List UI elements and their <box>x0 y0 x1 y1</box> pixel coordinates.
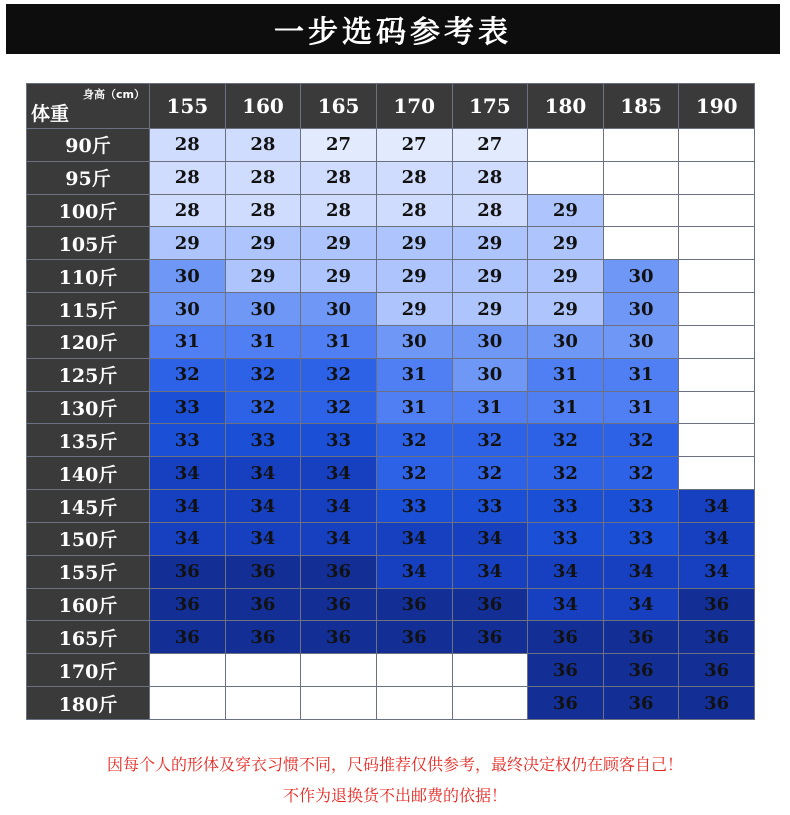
empty-cell <box>452 654 528 687</box>
size-cell: 29 <box>301 260 377 293</box>
size-cell: 28 <box>376 161 452 194</box>
size-cell: 27 <box>376 129 452 162</box>
size-cell: 36 <box>528 687 604 720</box>
size-cell: 30 <box>603 293 679 326</box>
table-row <box>27 325 755 358</box>
table-row <box>27 161 755 194</box>
weight-header: 120斤 <box>27 325 150 358</box>
size-cell: 28 <box>150 161 226 194</box>
size-cell: 28 <box>301 194 377 227</box>
table-row <box>27 391 755 424</box>
size-cell: 36 <box>150 555 226 588</box>
empty-cell <box>301 654 377 687</box>
empty-cell <box>603 227 679 260</box>
size-cell: 32 <box>225 391 301 424</box>
height-axis-label: 身高（cm） <box>83 88 145 101</box>
empty-cell <box>679 391 755 424</box>
disclaimer-line-2: 不作为退换货不出邮费的依据！ <box>282 786 507 805</box>
size-chart <box>26 83 755 720</box>
size-cell: 28 <box>225 161 301 194</box>
height-header: 165 <box>301 84 377 129</box>
size-cell: 30 <box>150 293 226 326</box>
weight-header: 165斤 <box>27 621 150 654</box>
size-cell: 34 <box>603 555 679 588</box>
empty-cell <box>679 161 755 194</box>
size-cell: 33 <box>150 391 226 424</box>
empty-cell <box>679 358 755 391</box>
size-cell: 32 <box>225 358 301 391</box>
size-cell: 29 <box>376 260 452 293</box>
empty-cell <box>376 654 452 687</box>
size-cell: 36 <box>452 621 528 654</box>
size-cell: 32 <box>376 424 452 457</box>
size-cell: 30 <box>528 325 604 358</box>
size-cell: 36 <box>301 555 377 588</box>
table-row <box>27 457 755 490</box>
size-cell: 29 <box>528 260 604 293</box>
size-cell: 36 <box>150 588 226 621</box>
disclaimer-line-1: 因每个人的形体及穿衣习惯不同，尺码推荐仅供参考，最终决定权仍在顾客自己！ <box>106 755 683 774</box>
table-row <box>27 555 755 588</box>
empty-cell <box>150 654 226 687</box>
size-cell: 32 <box>528 424 604 457</box>
weight-header: 90斤 <box>27 129 150 162</box>
size-cell: 36 <box>679 621 755 654</box>
empty-cell <box>679 424 755 457</box>
empty-cell <box>225 687 301 720</box>
size-cell: 30 <box>452 358 528 391</box>
size-cell: 34 <box>225 522 301 555</box>
size-cell: 30 <box>452 325 528 358</box>
size-cell: 32 <box>452 424 528 457</box>
weight-header: 125斤 <box>27 358 150 391</box>
empty-cell <box>150 687 226 720</box>
size-cell: 36 <box>679 687 755 720</box>
size-cell: 34 <box>452 522 528 555</box>
size-cell: 33 <box>452 490 528 523</box>
empty-cell <box>679 129 755 162</box>
size-cell: 36 <box>603 687 679 720</box>
empty-cell <box>679 293 755 326</box>
table-row <box>27 194 755 227</box>
table-body <box>27 129 755 720</box>
weight-header: 95斤 <box>27 161 150 194</box>
size-cell: 29 <box>528 227 604 260</box>
empty-cell <box>603 194 679 227</box>
size-cell: 32 <box>528 457 604 490</box>
size-cell: 33 <box>225 424 301 457</box>
height-header: 160 <box>225 84 301 129</box>
header-row <box>27 84 755 129</box>
size-cell: 32 <box>452 457 528 490</box>
size-cell: 32 <box>376 457 452 490</box>
table-row <box>27 227 755 260</box>
weight-header: 110斤 <box>27 260 150 293</box>
size-cell: 32 <box>603 424 679 457</box>
size-cell: 36 <box>225 621 301 654</box>
size-cell: 34 <box>679 490 755 523</box>
size-cell: 36 <box>603 654 679 687</box>
size-cell: 36 <box>528 654 604 687</box>
size-cell: 36 <box>603 621 679 654</box>
weight-header: 130斤 <box>27 391 150 424</box>
size-cell: 34 <box>225 457 301 490</box>
height-header: 180 <box>528 84 604 129</box>
size-cell: 34 <box>301 457 377 490</box>
size-cell: 30 <box>376 325 452 358</box>
size-cell: 33 <box>603 522 679 555</box>
size-cell: 33 <box>603 490 679 523</box>
size-cell: 34 <box>528 555 604 588</box>
size-cell: 36 <box>679 654 755 687</box>
height-header: 170 <box>376 84 452 129</box>
table-row <box>27 621 755 654</box>
size-cell: 31 <box>603 391 679 424</box>
empty-cell <box>603 129 679 162</box>
empty-cell <box>376 687 452 720</box>
empty-cell <box>679 194 755 227</box>
size-cell: 36 <box>679 588 755 621</box>
size-cell: 32 <box>150 358 226 391</box>
size-cell: 34 <box>150 490 226 523</box>
size-cell: 28 <box>301 161 377 194</box>
empty-cell <box>528 161 604 194</box>
size-cell: 31 <box>528 358 604 391</box>
size-cell: 36 <box>150 621 226 654</box>
empty-cell <box>679 227 755 260</box>
weight-header: 160斤 <box>27 588 150 621</box>
size-cell: 33 <box>376 490 452 523</box>
size-cell: 36 <box>528 621 604 654</box>
size-cell: 30 <box>603 260 679 293</box>
size-cell: 29 <box>376 293 452 326</box>
weight-header: 155斤 <box>27 555 150 588</box>
size-cell: 28 <box>225 129 301 162</box>
size-cell: 34 <box>301 490 377 523</box>
size-cell: 29 <box>452 293 528 326</box>
table-row <box>27 129 755 162</box>
weight-header: 180斤 <box>27 687 150 720</box>
size-cell: 28 <box>150 129 226 162</box>
size-cell: 29 <box>225 260 301 293</box>
empty-cell <box>679 325 755 358</box>
size-cell: 28 <box>376 194 452 227</box>
empty-cell <box>679 260 755 293</box>
table-row <box>27 490 755 523</box>
page-title: 一步选码参考表 <box>274 15 512 50</box>
size-cell: 32 <box>301 391 377 424</box>
size-cell: 34 <box>452 555 528 588</box>
height-header: 175 <box>452 84 528 129</box>
weight-header: 135斤 <box>27 424 150 457</box>
size-cell: 29 <box>528 293 604 326</box>
table-row <box>27 293 755 326</box>
empty-cell <box>225 654 301 687</box>
size-cell: 33 <box>301 424 377 457</box>
weight-header: 115斤 <box>27 293 150 326</box>
size-cell: 30 <box>603 325 679 358</box>
empty-cell <box>603 161 679 194</box>
size-cell: 32 <box>301 358 377 391</box>
size-cell: 36 <box>376 588 452 621</box>
size-cell: 34 <box>150 522 226 555</box>
size-cell: 28 <box>452 161 528 194</box>
size-cell: 34 <box>225 490 301 523</box>
size-cell: 31 <box>452 391 528 424</box>
size-cell: 31 <box>301 325 377 358</box>
table-row <box>27 358 755 391</box>
size-cell: 33 <box>528 522 604 555</box>
size-cell: 31 <box>150 325 226 358</box>
weight-header: 140斤 <box>27 457 150 490</box>
height-header: 185 <box>603 84 679 129</box>
size-cell: 29 <box>452 260 528 293</box>
corner-header <box>27 84 150 129</box>
title-banner <box>6 4 780 54</box>
table-row <box>27 654 755 687</box>
size-cell: 31 <box>225 325 301 358</box>
size-cell: 34 <box>603 588 679 621</box>
weight-header: 170斤 <box>27 654 150 687</box>
size-cell: 29 <box>301 227 377 260</box>
empty-cell <box>301 687 377 720</box>
table-row <box>27 260 755 293</box>
height-header: 155 <box>150 84 226 129</box>
empty-cell <box>528 129 604 162</box>
size-cell: 29 <box>376 227 452 260</box>
size-cell: 29 <box>150 227 226 260</box>
size-cell: 31 <box>376 358 452 391</box>
size-cell: 27 <box>452 129 528 162</box>
size-cell: 34 <box>150 457 226 490</box>
size-cell: 31 <box>603 358 679 391</box>
weight-header: 100斤 <box>27 194 150 227</box>
size-cell: 33 <box>528 490 604 523</box>
size-cell: 36 <box>452 588 528 621</box>
size-cell: 34 <box>301 522 377 555</box>
size-cell: 34 <box>528 588 604 621</box>
size-cell: 29 <box>528 194 604 227</box>
size-cell: 32 <box>603 457 679 490</box>
size-cell: 30 <box>150 260 226 293</box>
table-row <box>27 588 755 621</box>
size-cell: 34 <box>376 522 452 555</box>
size-cell: 28 <box>225 194 301 227</box>
size-cell: 34 <box>679 555 755 588</box>
table-row <box>27 522 755 555</box>
size-cell: 34 <box>376 555 452 588</box>
size-cell: 30 <box>225 293 301 326</box>
size-cell: 36 <box>301 588 377 621</box>
empty-cell <box>679 457 755 490</box>
size-cell: 28 <box>452 194 528 227</box>
size-cell: 29 <box>452 227 528 260</box>
size-cell: 36 <box>301 621 377 654</box>
size-cell: 36 <box>225 555 301 588</box>
weight-header: 105斤 <box>27 227 150 260</box>
size-cell: 33 <box>150 424 226 457</box>
weight-header: 145斤 <box>27 490 150 523</box>
size-cell: 29 <box>225 227 301 260</box>
weight-axis-label: 体重 <box>31 103 70 125</box>
size-cell: 31 <box>528 391 604 424</box>
empty-cell <box>452 687 528 720</box>
table-row <box>27 687 755 720</box>
size-cell: 34 <box>679 522 755 555</box>
size-cell: 36 <box>376 621 452 654</box>
size-cell: 27 <box>301 129 377 162</box>
size-cell: 30 <box>301 293 377 326</box>
size-cell: 36 <box>225 588 301 621</box>
size-cell: 31 <box>376 391 452 424</box>
weight-header: 150斤 <box>27 522 150 555</box>
size-table <box>26 83 755 720</box>
height-header: 190 <box>679 84 755 129</box>
table-row <box>27 424 755 457</box>
size-cell: 28 <box>150 194 226 227</box>
